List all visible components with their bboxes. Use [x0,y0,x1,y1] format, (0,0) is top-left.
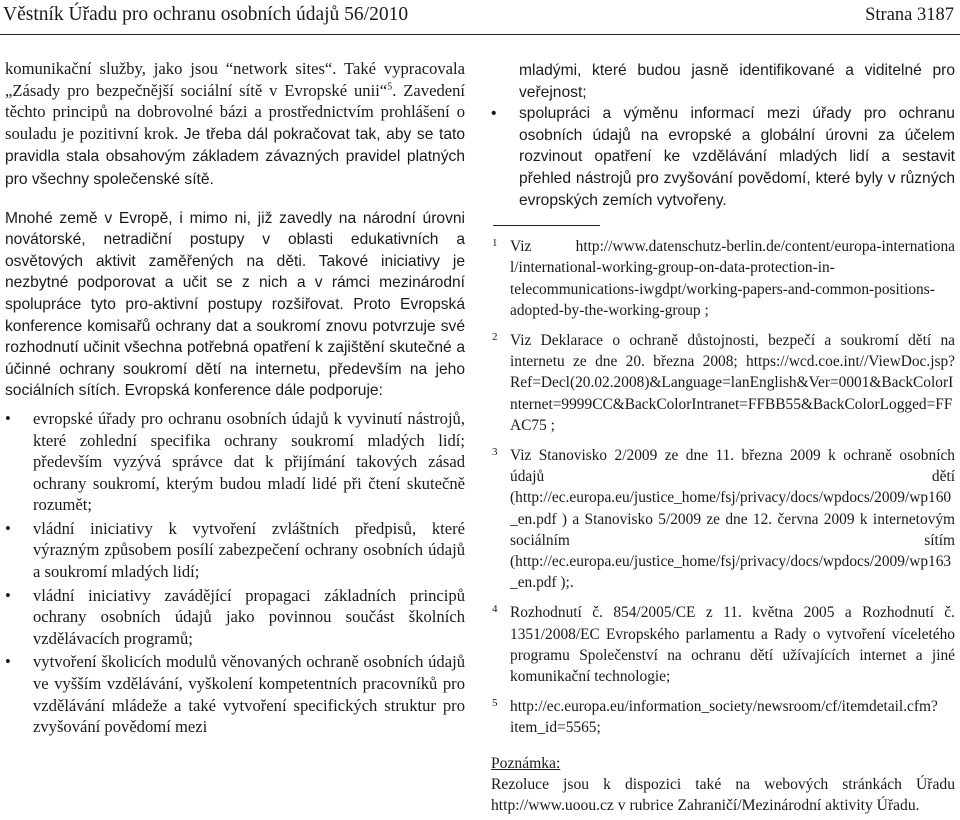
list-item-text: spolupráci a výměnu informací mezi úřady pro ochranu osobních údajů na evropské a globální úrovni za účelem rozvinout opatření ke vzdělávání mladých lidí a sestavit přehled nástrojů pro zvyšování povědomí, které byly v různých evropských zemích vytvořeny. [519,105,955,209]
left-column [5,58,465,740]
paragraph-2-text-a: Mnohé země v Evropě, i mimo ni, již zavedly na národní úrovni novátorské, netradiční postupy v oblasti edukativních a osvětových aktivit zaměřených na děti. [5,209,465,270]
footnote-number: 3 [492,445,498,458]
list-item [491,103,955,211]
footnote-text: http://ec.europa.eu/information_society/newsroom/cf/itemdetail.cfm?item_id=5565; [510,698,938,737]
footnote-2 [491,330,955,436]
footnote-text: Viz Deklarace o ochraně důstojnosti, bezpečí a soukromí dětí na internetu ze dne 20. března 2008; https://wcd.coe.int//ViewDoc.jsp?Ref=Decl(20.02.2008)&Language=lanEnglish&Ver=0001&BackColorInternet=9999CC&BackColorIntranet=FFBB55&BackColorLogged=FFAC75 ; [510,331,955,434]
footnote-ref-5: 5 [387,81,393,93]
support-list-continued [491,103,955,211]
bullet-icon: • [5,652,11,672]
list-item [5,651,465,737]
paragraph-1 [5,58,465,191]
footnote-3 [491,445,955,593]
footnote-divider [493,225,600,226]
page-number: Strana 3187 [865,5,954,25]
list-item-text: vládní iniciativy k vytvoření zvláštních předpisů, které výrazným způsobem posílí zabezpečení ochrany osobních údajů a soukromí mladých lidí; [33,518,465,582]
footnote-4 [491,602,955,687]
bullet-icon: • [5,585,11,605]
note-text: Rezoluce jsou k dispozici také na webových stránkách Úřadu http://www.uoou.cz v rubrice Zahraničí/Mezinárodní aktivity Úřadu. [491,776,955,815]
footnote-text: Rozhodnutí č. 854/2005/CE z 11. května 2005 a Rozhodnutí č. 1351/2008/EC Evropského parlamentu a Rady o vytvoření víceletého programu Společenství na ochranu dětí užívajících internet a jiné komunikační technologie; [510,604,955,686]
list-item-continuation: mladými, které budou jasně identifikované a viditelné pro veřejnost; [519,62,955,101]
bullet-icon: • [5,518,11,538]
journal-title: Věstník Úřadu pro ochranu osobních údajů 56/2010 [3,4,409,25]
list-item [5,518,465,583]
footnote-text: Viz Stanovisko 2/2009 ze dne 11. března 2009 k ochraně osobních údajů dětí (http://ec.europa.eu/justice_home/fsj/privacy/docs/wpdocs/2009/wp160_en.pdf ) a Stanovisko 5/2009 ze dne 12. června 2009 k internetovým sociálním sítím (http://ec.europa.eu/justice_home/fsj/privacy/docs/wpdocs/2009/wp163_en.pdf );. [510,446,955,592]
paragraph-1-text-b: . Zavedení těchto principů na dobrovolné bázi a prostřednictvím prohlášení o souladu je pozitivní krok. [5,80,466,143]
right-column [491,60,955,817]
footnote-number: 5 [492,697,498,710]
list-item [5,585,465,650]
page-header [0,0,960,35]
footnote-5 [491,696,955,738]
footnote-number: 2 [492,330,498,343]
bullet-icon: • [491,105,497,123]
list-item-text: evropské úřady pro ochranu osobních údajů k vyvinutí nástrojů, které zohlední specifika ochrany soukromí mladých lidí; především vyzývá správce dat k přijímání takových zásad ochrany soukromí, kterým budou mladí lidé při čtení skutečně rozumět; [33,408,465,515]
footnotes [491,236,955,738]
note-title: Poznámka: [491,754,561,772]
note-block [491,753,955,817]
paragraph-1-text-a: komunikační služby, jako jsou “network sites“. Také vypracovala „Zásady pro bezpečnější sociální sítě v Evropské unii“ [5,59,465,100]
paragraph-1-text-c: Je třeba dál pokračovat tak, aby se tato pravidla stala obsahovým základem závazných pravidel platných pro všechny společenské sítě. [5,125,465,188]
footnote-number: 1 [492,237,498,250]
list-item-text: vládní iniciativy zavádějící propagaci základních principů ochrany osobních údajů jako povinnou součást školních vzdělávacích programů; [33,585,465,648]
bullet-icon: • [5,408,11,428]
footnote-number: 4 [492,603,498,616]
support-list [5,408,465,738]
paragraph-2-text-b: Takové iniciativy je nezbytné podporovat a učit se z nich a v rámci mezinárodní spolupráce tyto pro-aktivní postupy rozšiřovat. Proto Evropská konference komisařů ochrany dat a soukromí znovu potvrzuje své rozhodnutí učinit všechna potřebná opatření k zajištění skutečné a účinné ochrany soukromí dětí na internetu, především na jeho sociálních sítích. Evropská konference dále podporuje: [5,252,465,400]
list-item-text: vytvoření školicích modulů věnovaných ochraně osobních údajů ve vyšším vzdělávání, vyškolení kompetentních pracovníků pro vzdělávání mládeže a také vytvoření specifických struktur pro zvyšování povědomí mezi [33,652,465,737]
footnote-1 [491,236,955,321]
paragraph-2 [5,208,465,402]
list-item [5,408,465,516]
footnote-text: Viz http://www.datenschutz-berlin.de/content/europa-internationa l/international-working-group-on-data-protection-in-telecommunications-iwgdpt/working-papers-and-common-positions-adopted-by-the-working-group ; [510,238,955,319]
